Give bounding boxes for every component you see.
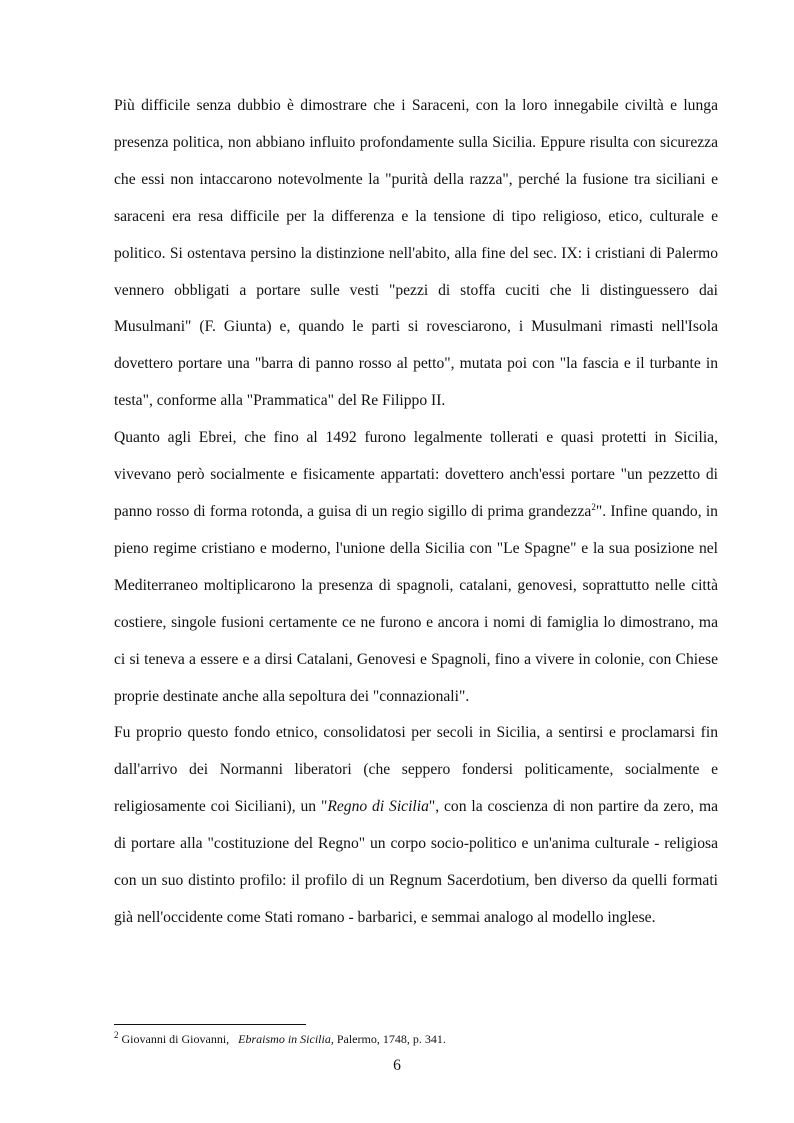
paragraph-ebrei: [114, 420, 718, 715]
body-text: [114, 88, 718, 937]
footnote-reference[interactable]: 2: [591, 501, 596, 512]
footnote-title: Ebraismo in Sicilia: [238, 1032, 331, 1046]
paragraph-regno: [114, 715, 718, 936]
paragraph-text: ". Infine quando, in pieno regime cristiano e moderno, l'unione della Sicilia con "Le Spagne" e la sua posizione nel Mediterraneo moltiplicarono la presenza di spagnoli, catalani, genovesi, soprattutto nelle città costiere, singole fusioni certamente ce ne furono e ancora i nomi di famiglia lo dimostrano, ma ci si teneva a essere e a dirsi Catalani, Genovesi e Spagnoli, fino a vivere in colonie, con Chiese proprie destinate anche alla sepoltura dei "connazionali".: [114, 502, 718, 705]
paragraph-text: ", con la coscienza di non partire da zero, ma di portare alla "costituzione del Regno" un corpo socio-politico e un'anima culturale - religiosa con un suo distinto profilo: il profilo di un Regnum Sacerdotium, ben diverso da quelli formati già nell'occidente come Stati romano - barbarici, e semmai analogo al modello inglese.: [114, 798, 718, 926]
footnote-author: Giovanni di Giovanni,: [118, 1032, 239, 1046]
italic-title: Regno di Sicilia: [327, 798, 429, 816]
paragraph-text: Quanto agli Ebrei, che fino al 1492 furono legalmente tollerati e quasi protetti in Sicilia, vivevano però socialmente e fisicamente appartati: dovettero anch'essi portare "un pezzetto di panno rosso di forma rotonda, a guisa di un regio sigillo di prima grandezza: [114, 429, 718, 520]
footnote-separator: [114, 1024, 306, 1025]
paragraph-saraceni: [114, 88, 718, 420]
paragraph-text: Fu proprio questo fondo etnico, consolidatosi per secoli in Sicilia, a sentirsi e proclamarsi fin dall'arrivo dei Normanni liberatori (che seppero fondersi politicamente, socialmente e religiosamente coi Siciliani), un ": [114, 724, 718, 816]
page-number: 6: [393, 1057, 401, 1074]
footnote: [114, 1031, 718, 1047]
footnote-details: , Palermo, 1748, p. 341.: [330, 1032, 446, 1046]
footnote-marker: 2: [114, 1030, 119, 1040]
paragraph-text: Più difficile senza dubbio è dimostrare che i Saraceni, con la loro innegabile civiltà e lunga presenza politica, non abbiano influito profondamente sulla Sicilia. Eppure risulta con sicurezza che essi non intaccarono notevolmente la "purità della razza", perché la fusione tra siciliani e saraceni era resa difficile per la differenza e la tensione di tipo religioso, etico, culturale e politico. Si ostentava persino la distinzione nell'abito, alla fine del sec. IX: i cristiani di Palermo vennero obbligati a portare sulle vesti "pezzi di stoffa cuciti che li distinguessero dai Musulmani" (F. Giunta) e, quando le parti si rovesciarono, i Musulmani rimasti nell'Isola dovettero portare una "barra di panno rosso al petto", mutata poi con "la fascia e il turbante in testa", conforme alla "Prammatica" del Re Filippo II.: [114, 97, 718, 410]
